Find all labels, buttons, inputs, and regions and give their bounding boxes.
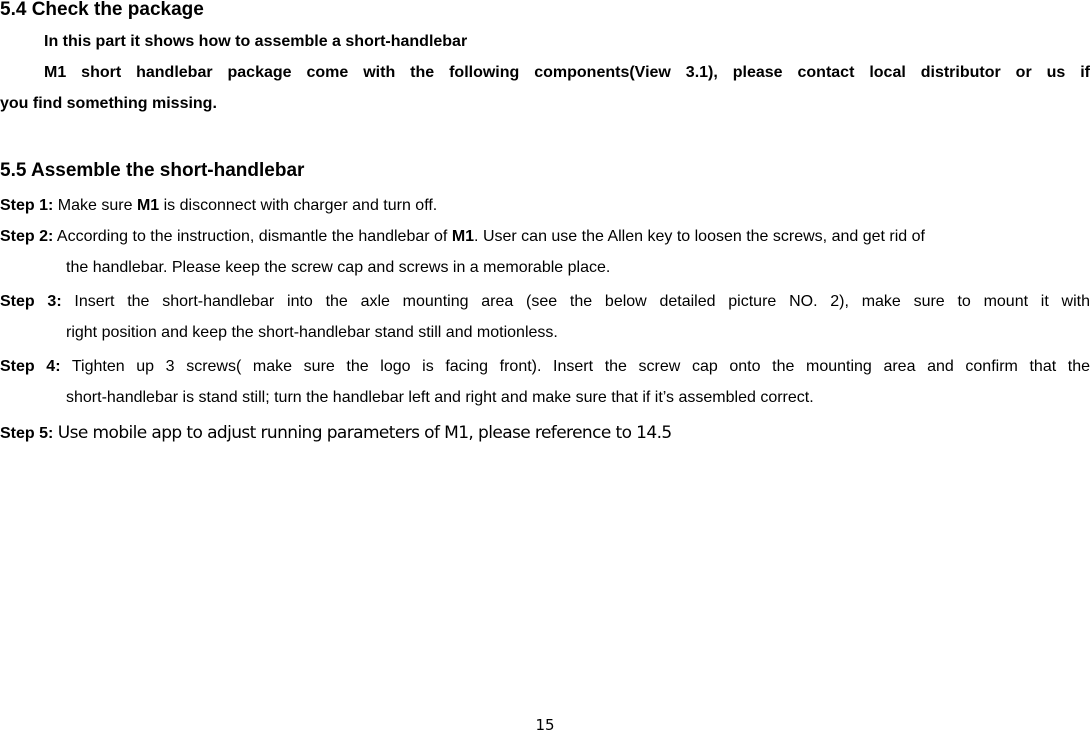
step-text: Use mobile app to adjust running parameters of M1, please reference to 14.5 (57, 423, 672, 443)
step-text: Make sure (57, 197, 137, 214)
product-name: M1 (136, 197, 160, 214)
step-label: Step 4: (0, 358, 61, 375)
step-4 (0, 358, 1090, 378)
step-text: Tighten up 3 screws( make sure the logo is facing front). Insert the screw cap onto the mounting area and confirm that the (71, 358, 1090, 375)
step-label: Step 3: (0, 293, 62, 310)
step-label: Step 1: (0, 197, 54, 214)
package-line-2: you find something missing. (0, 95, 217, 112)
package-line-1: M1 short handlebar package come with the following components(View 3.1), please contact local distributor or us if (44, 64, 1090, 81)
step-label: Step 2: (0, 228, 54, 245)
check-package-paragraph (0, 64, 1090, 84)
step-label: Step 5: (0, 425, 54, 442)
page-number: 15 (535, 716, 555, 734)
product-name: M1 (451, 228, 475, 245)
step-text: right position and keep the short-handlebar stand still and motionless. (66, 324, 558, 341)
intro-line-1: In this part it shows how to assemble a short-handlebar (44, 33, 468, 50)
step-text: According to the instruction, dismantle the handlebar of (56, 228, 452, 245)
step-text: short-handlebar is stand still; turn the handlebar left and right and make sure that if it’s assembled correct. (66, 389, 814, 406)
step-text: . User can use the Allen key to loosen the screws, and get rid of (474, 228, 925, 245)
section-heading-assemble: 5.5 Assemble the short-handlebar (0, 160, 305, 181)
step-3 (0, 293, 1090, 313)
step-text: the handlebar. Please keep the screw cap and screws in a memorable place. (66, 259, 611, 276)
step-text: is disconnect with charger and turn off. (159, 197, 438, 214)
step-text: Insert the short-handlebar into the axle mounting area (see the below detailed picture NO. 2), make sure to mount it with (74, 293, 1090, 310)
section-heading-check-package: 5.4 Check the package (0, 0, 204, 20)
